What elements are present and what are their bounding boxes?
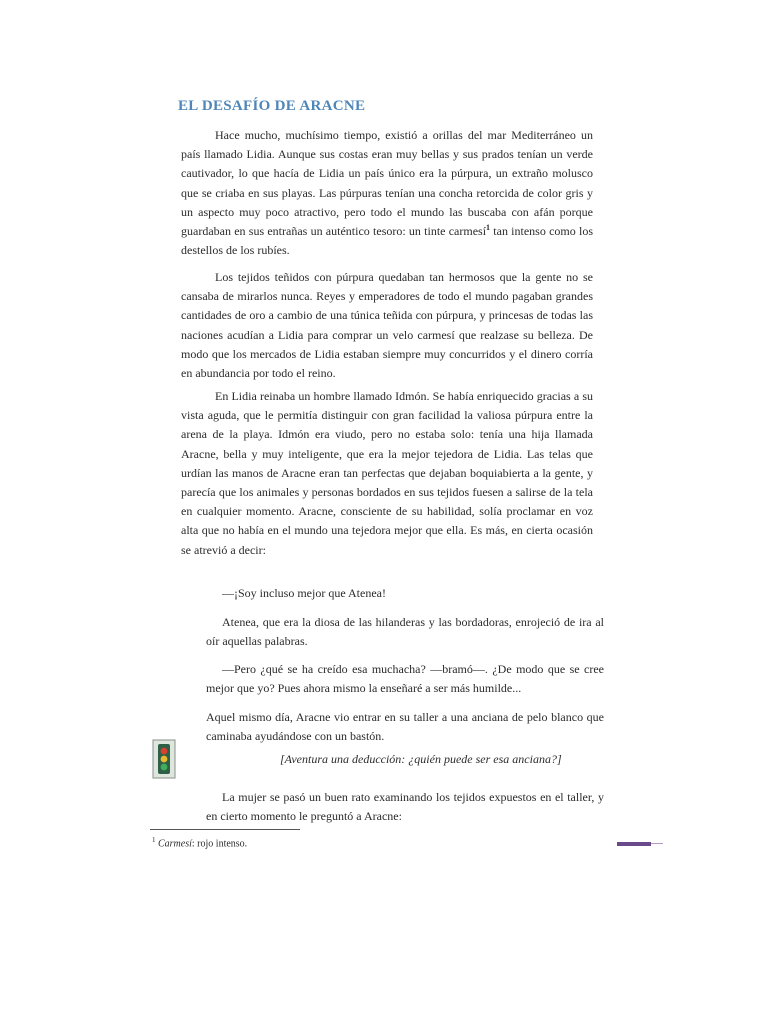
footnote-reference[interactable]: 1 (486, 223, 491, 233)
dialogue-atenea: —Pero ¿qué se ha creído esa muchacha? —bramó—. ¿De modo que se cree mejor que yo? Pues ahora mismo la enseñaré a ser más humilde... (206, 662, 604, 695)
footnote (152, 836, 247, 849)
paragraph-3: En Lidia reinaba un hombre llamado Idmón. Se había enriquecido gracias a su vista aguda, que le permitía distinguir con gran facilidad la valiosa púrpura entre la arena de la playa. Idmón era viudo, pero no estaba solo: tenía una hija llamada Aracne, bella y muy inteligente, que era la mejor tejedora de Lidia. Las telas que urdían las manos de Aracne eran tan perfectas que dejaban boquiabierta a la gente, y parecía que los animales y personas bordados en sus tejidos fuesen a salirse de la tela en cualquier momento. Aracne, consciente de su habilidad, solía proclamar en voz alta que no había en el mundo una tejedora mejor que ella. Es más, en cierta ocasión se atrevió a decir: (181, 389, 593, 557)
dialogue-aracne: —¡Soy incluso mejor que Atenea! (222, 586, 386, 600)
paragraph-mujer: La mujer se pasó un buen rato examinando los tejidos expuestos en el taller, y en cierto momento le preguntó a Aracne: (206, 790, 604, 823)
page-marker-line (651, 843, 663, 844)
paragraph-atenea: Atenea, que era la diosa de las hilanderas y las bordadoras, enrojeció de ira al oír aquellas palabras. (206, 615, 604, 648)
traffic-light-icon (152, 739, 176, 779)
footnote-number: 1 (152, 836, 156, 844)
page-marker (617, 842, 651, 846)
paragraph-1 (181, 126, 593, 260)
paragraph-anciana: Aquel mismo día, Aracne vio entrar en su taller a una anciana de pelo blanco que caminaba ayudándose con un bastón. (206, 710, 604, 743)
paragraph-1-end: tan intenso como los destellos de los rubíes. (181, 224, 593, 258)
footnote-term: Carmesí (158, 838, 192, 850)
footnote-definition: : rojo intenso. (191, 838, 248, 850)
paragraph-2: Los tejidos teñidos con púrpura quedaban tan hermosos que la gente no se cansaba de mirarlos nunca. Reyes y emperadores de todo el mundo pagaban grandes cantidades de oro a cambio de una túnica teñida con púrpura, y princesas de todas las naciones acudían a Lidia para comprar un velo carmesí que realzase su belleza. De modo que los mercados de Lidia estaban siempre muy concurridos y el dinero corría en abundancia por todo el reino. (181, 270, 593, 381)
deduction-prompt: [Aventura una deducción: ¿quién puede ser esa anciana?] (280, 752, 562, 766)
footnote-divider (150, 829, 300, 830)
page-title: EL DESAFÍO DE ARACNE (178, 98, 366, 114)
paragraph-1-text: Hace mucho, muchísimo tiempo, existió a orillas del mar Mediterráneo un país llamado Lidia. Aunque sus costas eran muy bellas y sus prados tenían un verde cautivador, lo que hacía de Lidia un país único era la púrpura, un extraño molusco que se criaba en sus playas. Las púrpuras tenían una concha retorcida de color gris y un aspecto muy poco atractivo, pero todo el mundo las buscaba con afán porque guardaban en sus entrañas un auténtico tesoro: un tinte carmesí (181, 128, 593, 239)
